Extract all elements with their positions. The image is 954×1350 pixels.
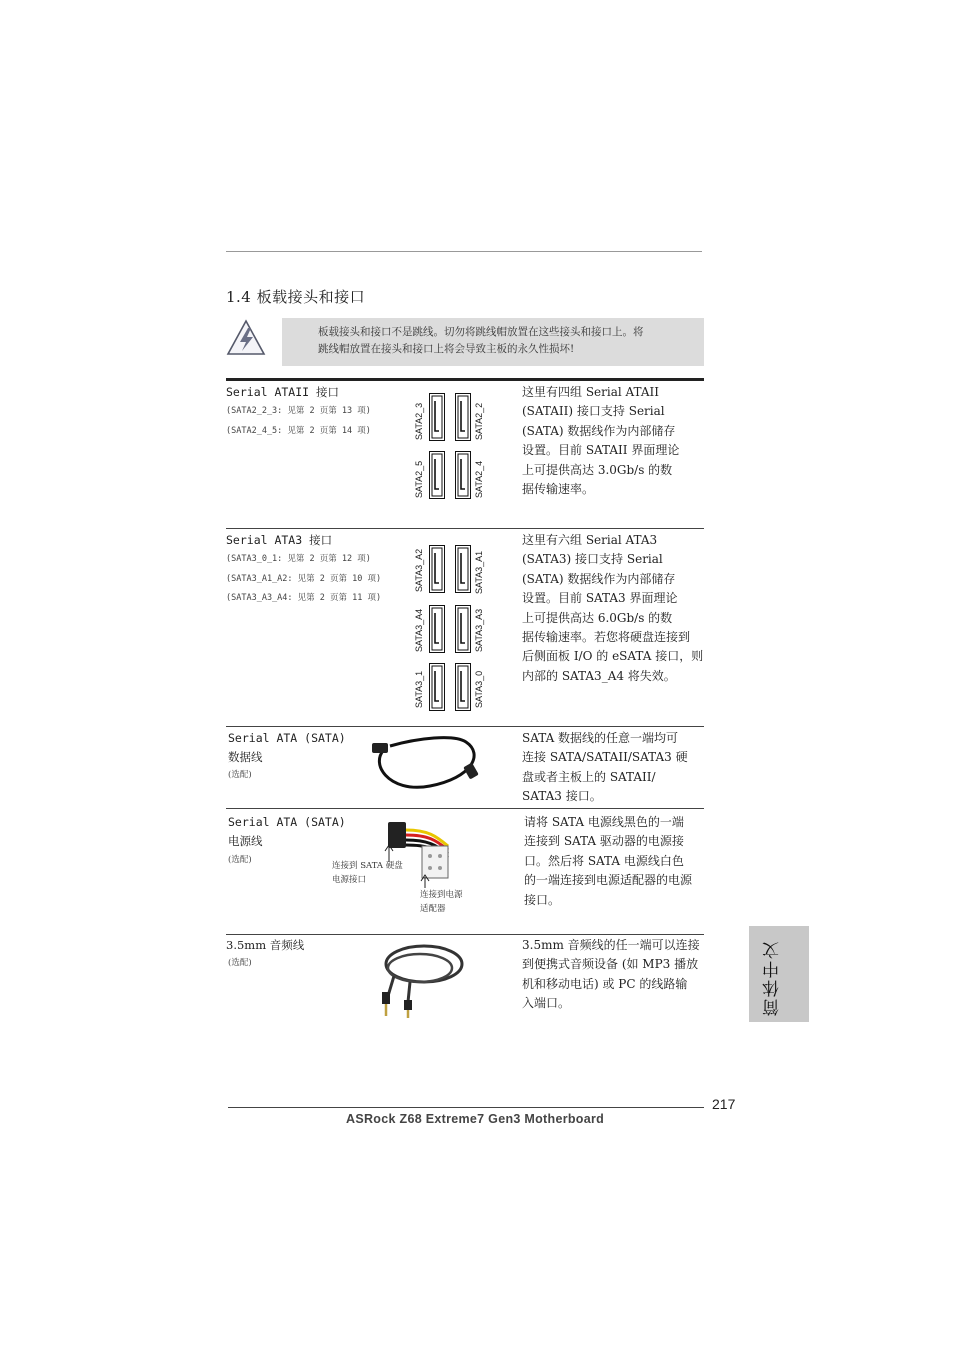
sata3-sub-1: (SATA3_0_1: 见第 2 页第 12 项) [226, 554, 371, 564]
desc-line: 的一端连接到电源适配器的电源 [524, 873, 693, 888]
desc-line: 设置。目前 SATA3 界面理论 [522, 591, 678, 606]
connector-label: SATA3_A4 [414, 608, 424, 652]
desc-line: 机和移动电话) 或 PC 的线路输 [522, 976, 688, 991]
row-divider [226, 808, 704, 809]
connector-label: SATA2_4 [474, 460, 484, 498]
sata3-sub-3: (SATA3_A3_A4: 见第 2 页第 11 项) [226, 593, 382, 603]
desc-line: 上可提供高达 3.0Gb/s 的数 [522, 462, 673, 477]
sata-cable-title [228, 729, 346, 767]
footer-divider [228, 1107, 704, 1108]
desc-line: 内部的 SATA3_A4 将失效。 [522, 668, 676, 683]
desc-line: 设置。目前 SATAII 界面理论 [522, 443, 680, 458]
sata-data-cable-icon [368, 732, 492, 794]
audio-cable-description [522, 936, 708, 1014]
row-divider [226, 528, 704, 529]
desc-line: 到便携式音频设备 (如 MP3 播放 [522, 957, 699, 972]
label-line: 连接到电源 [420, 890, 463, 900]
sata2-subs [226, 402, 371, 441]
sata-cable-optional: (选配) [228, 770, 252, 780]
desc-line: 这里有四组 Serial ATAII [522, 385, 660, 399]
sata2-description [522, 383, 708, 499]
row-divider [226, 726, 704, 727]
connector-label: SATA3_A3 [474, 608, 484, 652]
sata-port-icon [429, 605, 445, 653]
connector-label: SATA2_5 [414, 460, 424, 498]
desc-line: 这里有六组 Serial ATA3 [522, 533, 658, 547]
desc-line: 入端口。 [522, 996, 571, 1011]
sata-port-icon [429, 393, 445, 441]
desc-line: 口。然后将 SATA 电源线白色 [524, 853, 684, 868]
page-number: 217 [712, 1096, 736, 1112]
sata-port-icon [455, 605, 471, 653]
desc-line: 连接 SATA/SATAII/SATA3 硬 [522, 750, 688, 765]
sata2-title: Serial ATAII 接口 [226, 385, 340, 399]
warning-text [318, 324, 644, 358]
connector-label: SATA3_A2 [414, 548, 424, 592]
sata-port-icon [455, 451, 471, 499]
connector-label: SATA2_2 [474, 402, 484, 440]
desc-line: SATA3 接口。 [522, 789, 602, 804]
sata-cable-title-2: 数据线 [228, 750, 263, 764]
audio-cable-icon [376, 938, 466, 1020]
desc-line: 接口。 [524, 892, 561, 907]
sata-cable-title-1: Serial ATA (SATA) [228, 731, 346, 745]
sata3-subs [226, 550, 381, 609]
desc-line: 据传输速率。若您将硬盘连接到 [522, 630, 691, 645]
desc-line: (SATAII) 接口支持 Serial [522, 404, 665, 419]
sata-port-icon [429, 663, 445, 711]
desc-line: 据传输速率。 [522, 482, 595, 497]
sata-port-icon [429, 545, 445, 593]
power-cable-title [228, 813, 346, 851]
connector-label: SATA3_1 [414, 670, 424, 708]
sata3-description [522, 531, 708, 686]
warning-icon [226, 318, 266, 358]
desc-line: SATA 数据线的任意一端均可 [522, 731, 679, 745]
power-cable-optional: (选配) [228, 855, 252, 865]
connector-label: SATA3_A1 [474, 550, 484, 594]
sata3-sub-2: (SATA3_A1_A2: 见第 2 页第 10 项) [226, 573, 382, 584]
audio-cable-optional: (选配) [228, 958, 252, 968]
sata-port-icon [429, 451, 445, 499]
desc-line: 上可提供高达 6.0Gb/s 的数 [522, 610, 673, 625]
sata2-sub-1: (SATA2_2_3: 见第 2 页第 13 项) [226, 406, 371, 416]
sata-cable-description [522, 729, 708, 807]
power-cable-description [524, 813, 706, 910]
audio-cable-title: 3.5mm 音频线 [226, 938, 305, 952]
desc-line: 连接到 SATA 驱动器的电源接 [524, 834, 684, 849]
power-cable-label-adapter [420, 888, 463, 916]
connector-label: SATA2_3 [414, 402, 424, 440]
label-line: 电源接口 [332, 875, 367, 885]
sata2-sub-2: (SATA2_4_5: 见第 2 页第 14 项) [226, 425, 371, 436]
label-line: 连接到 SATA 硬盘 [332, 861, 403, 871]
power-cable-title-1: Serial ATA (SATA) [228, 815, 346, 829]
label-line: 适配器 [420, 904, 446, 914]
desc-line: (SATA3) 接口支持 Serial [522, 552, 663, 567]
arrow-up-icon [420, 874, 430, 888]
connector-label: SATA3_0 [474, 670, 484, 708]
desc-line: 3.5mm 音频线的任一端可以连接 [522, 938, 700, 952]
warning-line-1: 板载接头和接口不是跳线。切勿将跳线帽放置在这些接头和接口上。将 [318, 326, 644, 338]
power-cable-title-2: 电源线 [228, 834, 263, 848]
top-divider [226, 251, 702, 252]
desc-line: (SATA) 数据线作为内部储存 [522, 571, 676, 586]
table-top-rule [226, 378, 704, 381]
sata-port-icon [455, 545, 471, 593]
desc-line: 后侧面板 I/O 的 eSATA 接口，则 [522, 649, 704, 664]
section-title: 1.4 板载接头和接口 [226, 288, 366, 306]
desc-line: (SATA) 数据线作为内部储存 [522, 423, 676, 438]
desc-line: 盘或者主板上的 SATAII/ [522, 769, 656, 784]
sata-port-icon [455, 663, 471, 711]
row-divider [226, 934, 704, 935]
language-tab-label: 简体中文 [763, 940, 783, 1016]
footer-text: ASRock Z68 Extreme7 Gen3 Motherboard [346, 1112, 605, 1126]
sata-port-icon [455, 393, 471, 441]
sata3-title: Serial ATA3 接口 [226, 533, 333, 547]
warning-line-2: 跳线帽放置在接头和接口上将会导致主板的永久性损坏! [318, 343, 575, 355]
desc-line: 请将 SATA 电源线黑色的一端 [524, 815, 684, 829]
power-cable-label-sata [332, 859, 403, 887]
